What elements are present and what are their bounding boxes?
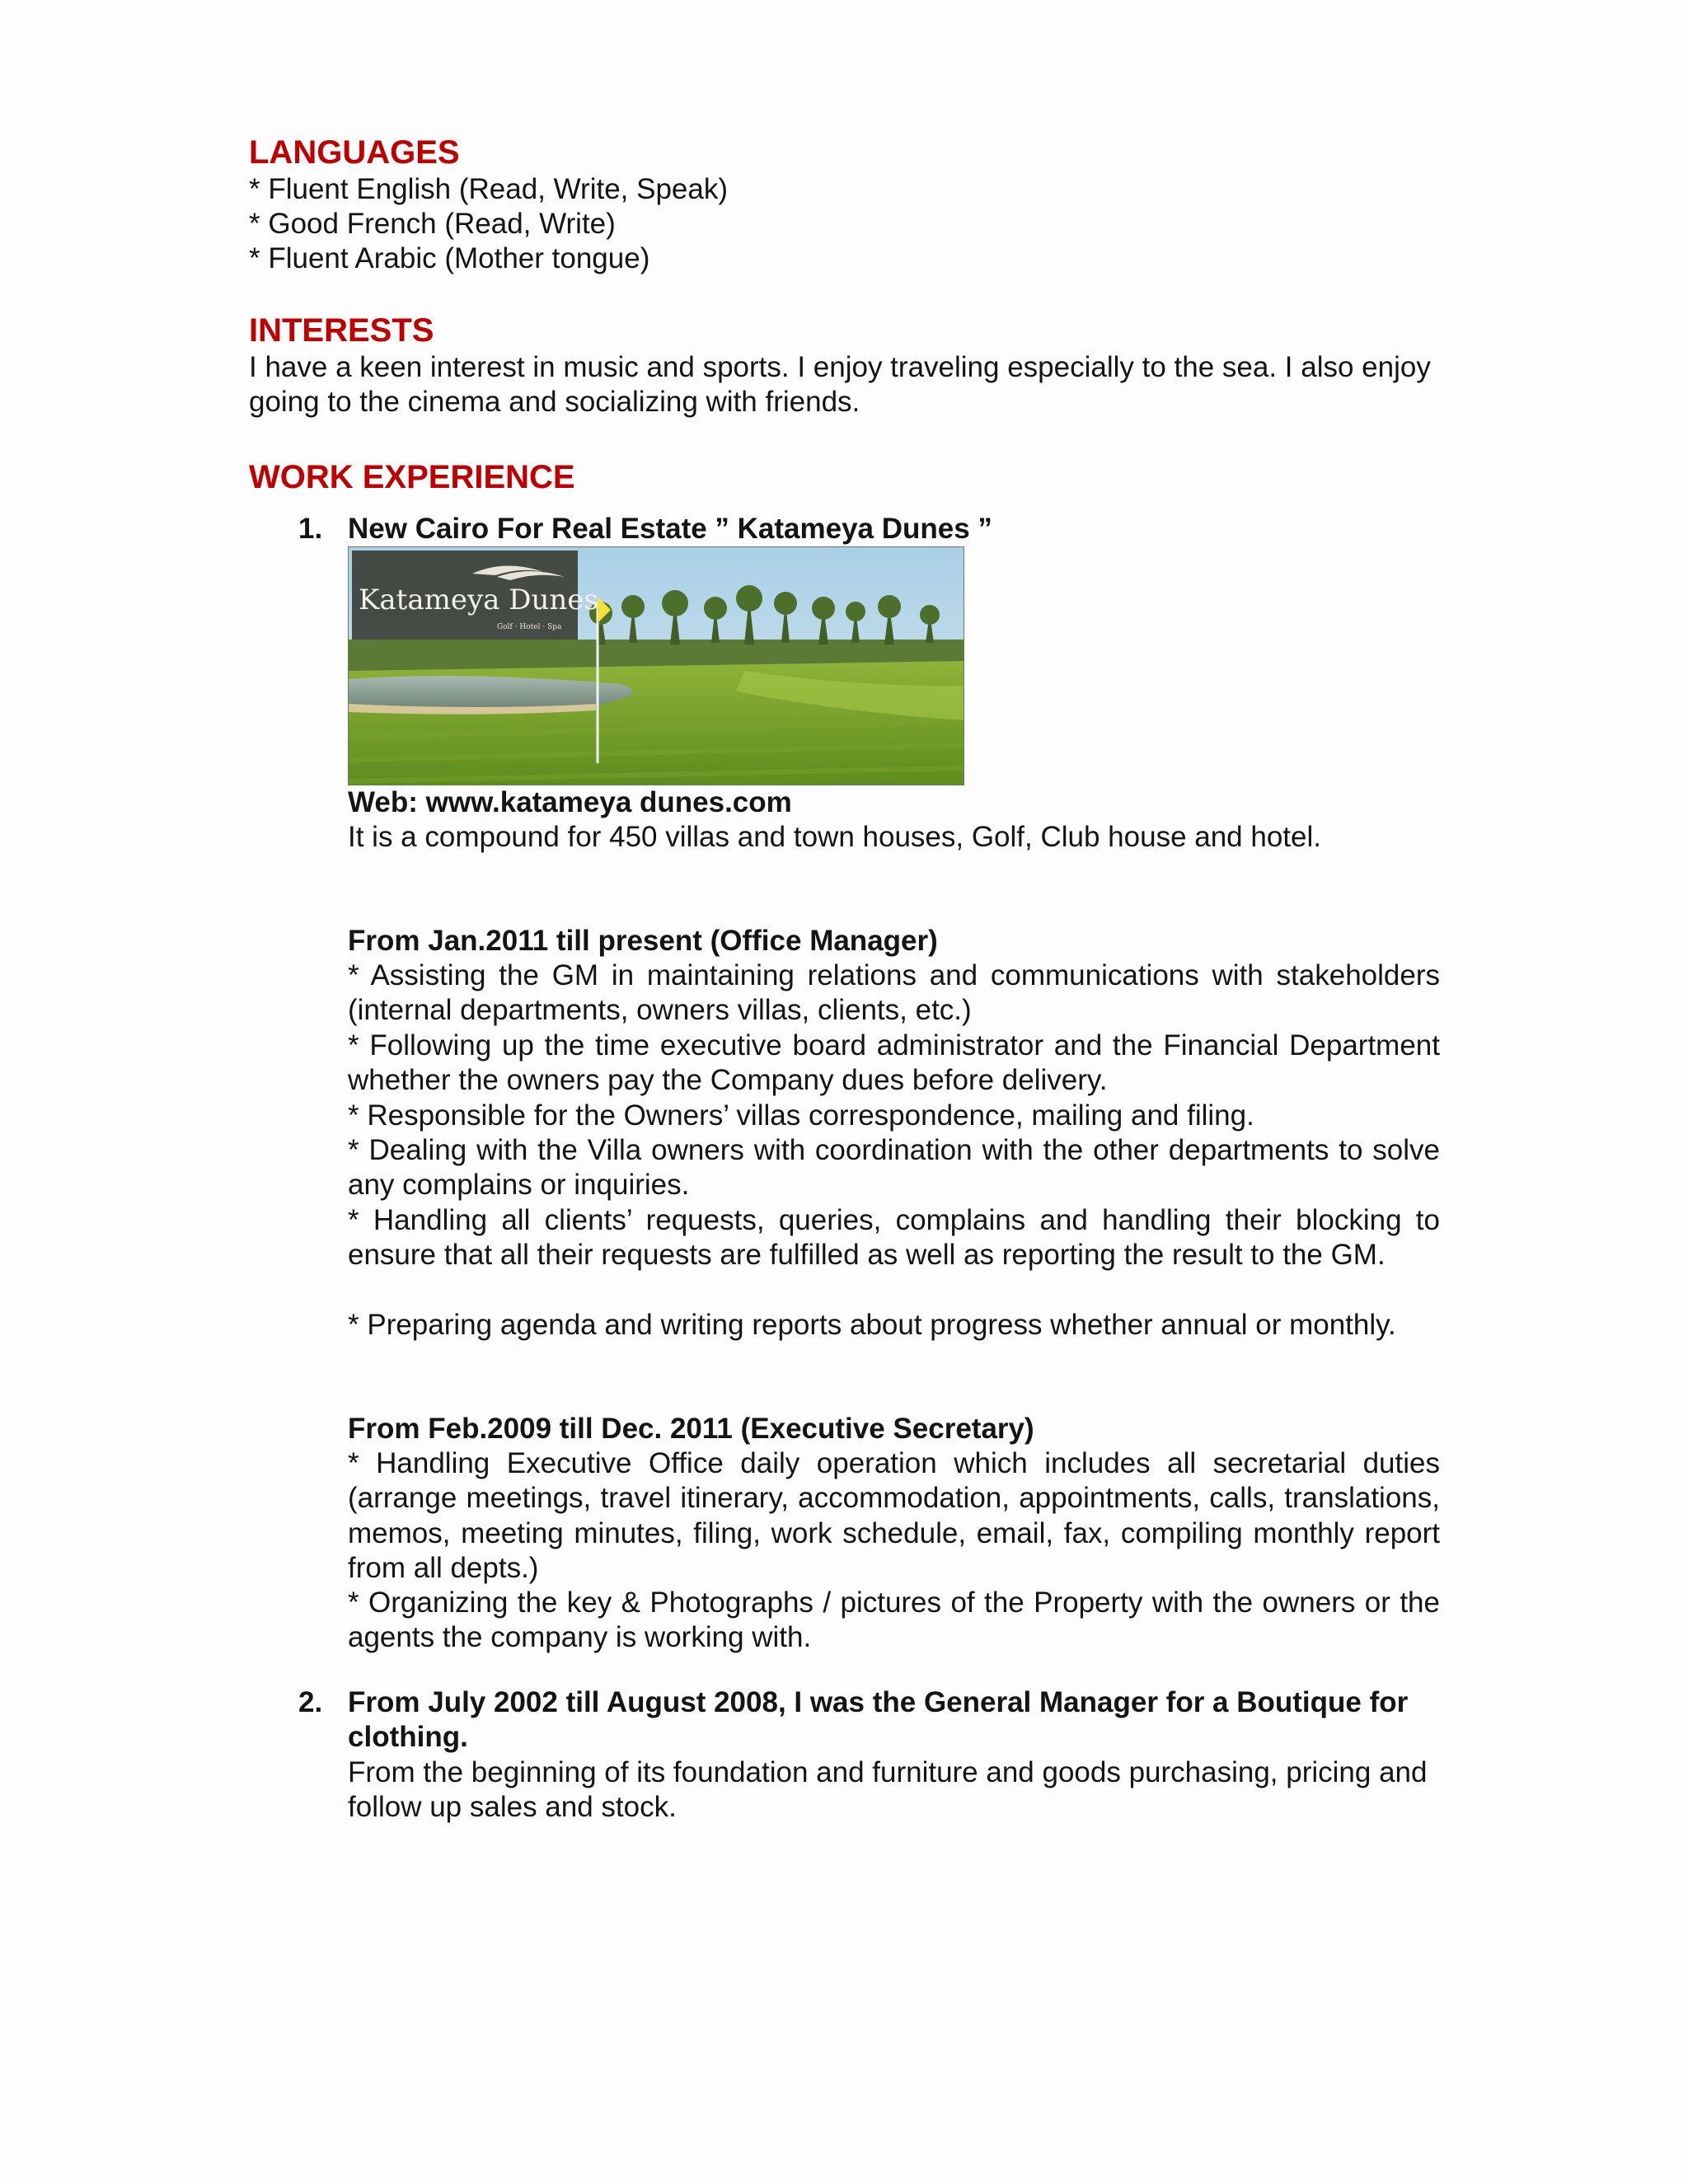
duty-item: * Handling Executive Office daily operation which includes all secretarial duties (arrange meetings, travel itinerary, accommodation, appointments, calls, translations, memos, meeting minutes, filing, work schedule, email, fax, compiling monthly report from all depts.) [348,1447,1440,1585]
job-number: 1. [298,513,323,545]
work-experience-heading: WORK EXPERIENCE [249,459,575,495]
logo-title: Katameya Dunes [359,583,598,616]
duty-item: * Preparing agenda and writing reports about progress whether annual or monthly. [348,1309,1396,1341]
duty-item: * Dealing with the Villa owners with coordination with the other departments to solve any complains or inquiries. [348,1134,1440,1202]
duty-item: * Assisting the GM in maintaining relations and communications with stakeholders (internal departments, owners villas, clients, etc.) [348,959,1440,1027]
role-title: From Jan.2011 till present (Office Manager) [348,925,938,957]
logo-subtitle: Golf · Hotel · Spa [497,623,562,631]
language-item: * Fluent Arabic (Mother tongue) [249,242,650,274]
interests-heading: INTERESTS [249,312,434,349]
language-item: * Good French (Read, Write) [249,208,616,240]
language-item: * Fluent English (Read, Write, Speak) [249,173,729,205]
duty-item: * Handling all clients’ requests, queries, complains and handling their blocking to ensure that all their requests are fulfilled as well as reporting the result to the GM. [348,1204,1440,1272]
duty-item: * Following up the time executive board administrator and the Financial Department whether the owners pay the Company dues before delivery. [348,1029,1440,1097]
role-title: From Feb.2009 till Dec. 2011 (Executive Secretary) [348,1413,1034,1445]
katameya-dunes-photo [348,546,964,785]
job-description: From the beginning of its foundation and furniture and goods purchasing, pricing and follow up sales and stock. [348,1756,1428,1824]
languages-heading: LANGUAGES [249,134,460,171]
company-name: New Cairo For Real Estate ” Katameya Dunes ” [348,513,992,545]
interests-text: I have a keen interest in music and sports. I enjoy traveling especially to the sea. I also enjoy going to the cinema and socializing with friends. [249,351,1431,419]
job-title: From July 2002 till August 2008, I was the General Manager for a Boutique for clothing. [348,1686,1409,1754]
duty-item: * Responsible for the Owners’ villas correspondence, mailing and filing. [348,1099,1254,1132]
job-number: 2. [298,1686,323,1718]
company-website: Web: www.katameya dunes.com [348,786,792,818]
company-description: It is a compound for 450 villas and town houses, Golf, Club house and hotel. [348,821,1321,853]
duty-item: * Organizing the key & Photographs / pictures of the Property with the owners or the agents the company is working with. [348,1586,1440,1654]
